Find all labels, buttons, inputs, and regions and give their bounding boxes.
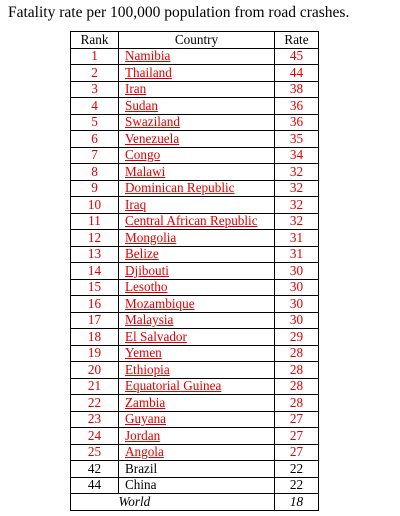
country-cell: Venezuela [119, 131, 275, 148]
table-row [71, 378, 319, 395]
rate-cell: 22 [275, 461, 319, 478]
rank-cell: 3 [71, 81, 119, 98]
rank-cell: 18 [71, 329, 119, 346]
country-cell: World [119, 494, 275, 511]
rank-cell: 2 [71, 65, 119, 82]
rank-cell: 17 [71, 312, 119, 329]
rank-cell: 16 [71, 296, 119, 313]
table-row [71, 48, 319, 65]
country-cell: Central African Republic [119, 213, 275, 230]
table-row [71, 444, 319, 461]
rate-cell: 34 [275, 147, 319, 164]
rank-cell [71, 494, 119, 511]
table-row [71, 230, 319, 247]
table-body [71, 48, 319, 510]
table-row [71, 345, 319, 362]
table-row [71, 362, 319, 379]
rate-cell: 32 [275, 213, 319, 230]
rank-cell: 25 [71, 444, 119, 461]
rate-cell: 36 [275, 98, 319, 115]
country-cell: Malaysia [119, 312, 275, 329]
rank-cell: 14 [71, 263, 119, 280]
table-row [71, 395, 319, 412]
rate-cell: 45 [275, 48, 319, 65]
table-row [71, 147, 319, 164]
country-cell: Djibouti [119, 263, 275, 280]
rank-cell: 7 [71, 147, 119, 164]
rate-cell: 27 [275, 411, 319, 428]
country-cell: China [119, 477, 275, 494]
rate-cell: 30 [275, 263, 319, 280]
rank-cell: 15 [71, 279, 119, 296]
rate-cell: 38 [275, 81, 319, 98]
rank-cell: 9 [71, 180, 119, 197]
rank-cell: 1 [71, 48, 119, 65]
table-row [71, 246, 319, 263]
country-cell: Lesotho [119, 279, 275, 296]
rate-cell: 36 [275, 114, 319, 131]
table-row [71, 329, 319, 346]
rate-cell: 35 [275, 131, 319, 148]
rate-cell: 27 [275, 428, 319, 445]
table-row [71, 428, 319, 445]
country-cell: Brazil [119, 461, 275, 478]
rank-cell: 22 [71, 395, 119, 412]
country-cell: Ethiopia [119, 362, 275, 379]
column-header-rate: Rate [275, 32, 319, 49]
rate-cell: 30 [275, 279, 319, 296]
column-header-country: Country [119, 32, 275, 49]
rate-cell: 28 [275, 378, 319, 395]
country-cell: Congo [119, 147, 275, 164]
table-row [71, 197, 319, 214]
fatality-rate-table [70, 31, 319, 511]
rank-cell: 13 [71, 246, 119, 263]
country-cell: Mozambique [119, 296, 275, 313]
table-row [71, 98, 319, 115]
table-row [71, 114, 319, 131]
country-cell: Guyana [119, 411, 275, 428]
rate-cell: 29 [275, 329, 319, 346]
country-cell: Jordan [119, 428, 275, 445]
rank-cell: 6 [71, 131, 119, 148]
rate-cell: 27 [275, 444, 319, 461]
rate-cell: 32 [275, 164, 319, 181]
table-row [71, 164, 319, 181]
rate-cell: 30 [275, 312, 319, 329]
table-row [71, 81, 319, 98]
chart-title: Fatality rate per 100,000 population from road crashes. [8, 4, 350, 21]
country-cell: Dominican Republic [119, 180, 275, 197]
country-cell: Equatorial Guinea [119, 378, 275, 395]
rank-cell: 23 [71, 411, 119, 428]
rank-cell: 44 [71, 477, 119, 494]
rank-cell: 5 [71, 114, 119, 131]
rank-cell: 10 [71, 197, 119, 214]
rate-cell: 28 [275, 395, 319, 412]
table-row [71, 263, 319, 280]
country-cell: Malawi [119, 164, 275, 181]
table-row [71, 279, 319, 296]
rank-cell: 20 [71, 362, 119, 379]
country-cell: Sudan [119, 98, 275, 115]
country-cell: Yemen [119, 345, 275, 362]
rate-cell: 32 [275, 197, 319, 214]
country-cell: Thailand [119, 65, 275, 82]
table-row [71, 477, 319, 494]
country-cell: Iraq [119, 197, 275, 214]
country-cell: El Salvador [119, 329, 275, 346]
table-row [71, 180, 319, 197]
rank-cell: 42 [71, 461, 119, 478]
rank-cell: 8 [71, 164, 119, 181]
rank-cell: 24 [71, 428, 119, 445]
rank-cell: 4 [71, 98, 119, 115]
country-cell: Iran [119, 81, 275, 98]
table-row [71, 65, 319, 82]
table-row [71, 461, 319, 478]
country-cell: Zambia [119, 395, 275, 412]
table-row [71, 411, 319, 428]
rank-cell: 12 [71, 230, 119, 247]
rate-cell: 28 [275, 362, 319, 379]
table-row [71, 213, 319, 230]
table-row-world [71, 494, 319, 511]
column-header-rank: Rank [71, 32, 119, 49]
rate-cell: 31 [275, 246, 319, 263]
country-cell: Namibia [119, 48, 275, 65]
rate-cell: 18 [275, 494, 319, 511]
table-row [71, 296, 319, 313]
rate-cell: 44 [275, 65, 319, 82]
rank-cell: 11 [71, 213, 119, 230]
rank-cell: 19 [71, 345, 119, 362]
rate-cell: 28 [275, 345, 319, 362]
table-header-row [71, 32, 319, 49]
rate-cell: 32 [275, 180, 319, 197]
table-row [71, 131, 319, 148]
rate-cell: 30 [275, 296, 319, 313]
country-cell: Swaziland [119, 114, 275, 131]
country-cell: Angola [119, 444, 275, 461]
rate-cell: 22 [275, 477, 319, 494]
country-cell: Mongolia [119, 230, 275, 247]
country-cell: Belize [119, 246, 275, 263]
table-row [71, 312, 319, 329]
rate-cell: 31 [275, 230, 319, 247]
rank-cell: 21 [71, 378, 119, 395]
